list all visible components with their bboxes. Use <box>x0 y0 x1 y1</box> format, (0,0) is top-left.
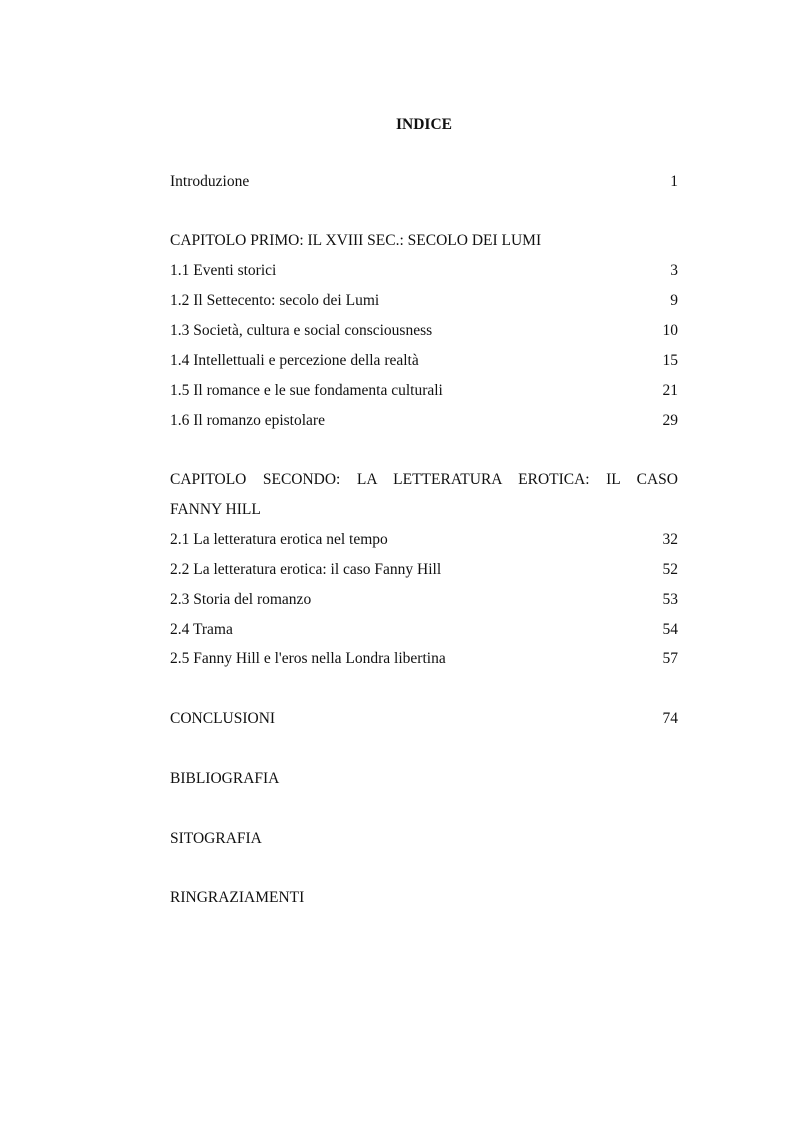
toc-entry-label: 1.3 Società, cultura e social consciousness <box>170 322 433 339</box>
toc-entry-label: 2.4 Trama <box>170 621 233 638</box>
toc-entry-label: 1.4 Intellettuali e percezione della realtà <box>170 352 419 369</box>
toc-entry[interactable] <box>170 260 678 282</box>
toc-entry[interactable] <box>170 559 678 581</box>
toc-entry-label: 2.5 Fanny Hill e l'eros nella Londra libertina <box>170 650 446 667</box>
toc-entry-label: 1.5 Il romance e le sue fondamenta culturali <box>170 382 443 399</box>
toc-entry-page: 74 <box>662 710 678 727</box>
toc-entry-label: 2.2 La letteratura erotica: il caso Fanny Hill <box>170 561 442 578</box>
chapter-2-heading-line-2: FANNY HILL <box>170 501 261 518</box>
toc-entry-page: 3 <box>670 262 678 279</box>
toc-entry-page: 1 <box>670 173 678 190</box>
toc-entry-page: 53 <box>662 591 678 608</box>
toc-entry[interactable] <box>170 350 678 372</box>
toc-entry-label: CONCLUSIONI <box>170 710 276 727</box>
toc-entry[interactable] <box>170 380 678 402</box>
page-title: INDICE <box>396 116 452 133</box>
toc-entry-page: 29 <box>662 412 678 429</box>
toc-entry-label: 1.6 Il romanzo epistolare <box>170 412 325 429</box>
toc-entry-label: 1.2 Il Settecento: secolo dei Lumi <box>170 292 380 309</box>
toc-entry[interactable] <box>170 648 678 670</box>
toc-entry-page: 15 <box>662 352 678 369</box>
toc-entry-ringraziamenti[interactable]: RINGRAZIAMENTI <box>170 889 305 906</box>
chapter-1-heading: CAPITOLO PRIMO: IL XVIII SEC.: SECOLO DEI LUMI <box>170 232 542 249</box>
toc-entry[interactable] <box>170 529 678 551</box>
toc-entry[interactable] <box>170 410 678 432</box>
toc-entry-sitografia[interactable]: SITOGRAFIA <box>170 830 262 847</box>
toc-entry-introduzione[interactable] <box>170 171 678 193</box>
toc-entry-label: 1.1 Eventi storici <box>170 262 277 279</box>
toc-entry-page: 57 <box>662 650 678 667</box>
toc-entry-page: 10 <box>662 322 678 339</box>
toc-entry-label: Introduzione <box>170 173 250 190</box>
toc-entry[interactable] <box>170 290 678 312</box>
toc-entry-page: 9 <box>670 292 678 309</box>
toc-entry[interactable] <box>170 320 678 342</box>
toc-entry-label: 2.3 Storia del romanzo <box>170 591 312 608</box>
toc-entry[interactable] <box>170 619 678 641</box>
toc-entry-page: 54 <box>662 621 678 638</box>
toc-entry-page: 32 <box>662 531 678 548</box>
chapter-2-heading-line-1: CAPITOLO SECONDO: LA LETTERATURA EROTICA: IL CASO <box>170 471 678 488</box>
toc-entry-page: 21 <box>662 382 678 399</box>
toc-entry-bibliografia[interactable]: BIBLIOGRAFIA <box>170 770 280 787</box>
toc-entry-page: 52 <box>662 561 678 578</box>
toc-entry-label: 2.1 La letteratura erotica nel tempo <box>170 531 388 548</box>
toc-entry-conclusioni[interactable] <box>170 708 678 730</box>
toc-entry[interactable] <box>170 589 678 611</box>
